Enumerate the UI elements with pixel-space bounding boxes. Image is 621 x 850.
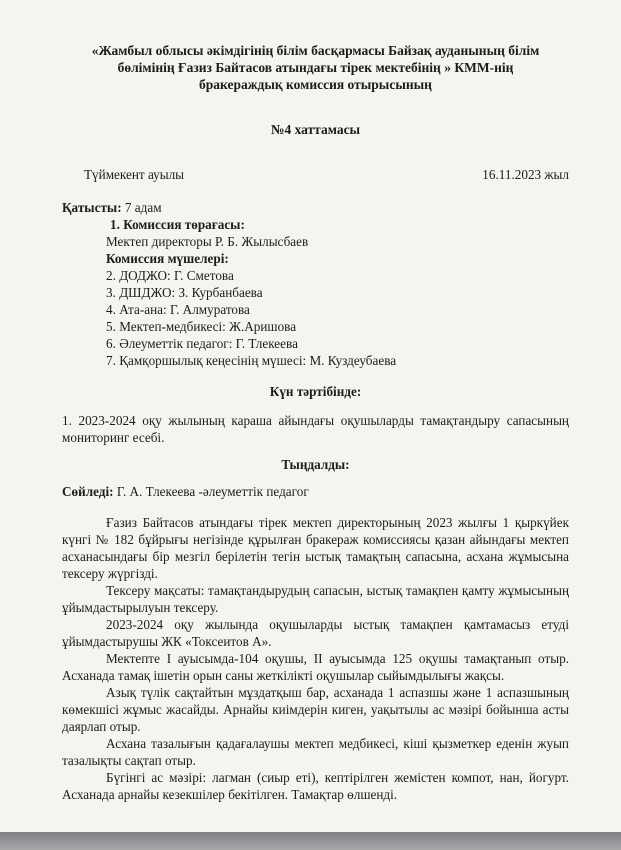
body-paragraph: Азық түлік сақтайтын мұздатқыш бар, асханада 1 аспазшы және 1 аспазшының көмекшісі жұмыс жасайды. Арнайы киімдерін киген, уақытылы ас мәзірі бойынша асты даярлап отыр. bbox=[62, 685, 569, 734]
date: 16.11.2023 жыл bbox=[482, 167, 569, 182]
speaker-label: Сөйледі: bbox=[62, 484, 114, 499]
member-item: 5. Мектеп-медбикесі: Ж.Аришова bbox=[106, 319, 297, 334]
body-paragraph: 2023-2024 оқу жылында оқушыларды ыстық тамақпен қамтамасыз етуді ұйымдастырушы ЖК «Токсеитов А». bbox=[62, 617, 569, 649]
chair-name: Мектеп директоры Р. Б. Жылысбаев bbox=[106, 234, 309, 249]
member-item: 3. ДШДЖО: З. Курбанбаева bbox=[106, 285, 263, 300]
place: Түймекент ауылы bbox=[84, 167, 185, 182]
place-date-row bbox=[62, 166, 569, 183]
body-paragraph: Бүгінгі ас мәзірі: лагман (сиыр еті), кептірілген жемістен компот, нан, йогурт. Асханада арнайы кезекшілер бекітілген. Тамақтар өлшенді. bbox=[62, 770, 569, 802]
heard-title: Тыңдалды: bbox=[281, 457, 350, 472]
protocol-number: №4 хаттамасы bbox=[270, 122, 361, 137]
attendance-label: Қатысты: bbox=[62, 200, 122, 215]
body-paragraph: Мектепте I ауысымда-104 оқушы, II ауысымда 125 оқушы тамақтанып отыр. Асханада тамақ ішетін орын саны жеткілікті оқушылар сыйымдылығы жақсы. bbox=[62, 651, 569, 683]
body-paragraph: Ғазиз Байтасов атындағы тірек мектеп директорының 2023 жылғы 1 қыркүйек күнгі № 182 бұйрығы негізінде құрылған бракераж комиссиясы қазан айындағы мектеп асханасындағы бір мезгіл берілетін тегін ыстық тамақтың сапасына, асхана жұмысына тексеру жүргізді. bbox=[62, 515, 569, 581]
body-paragraph: Асхана тазалығын қадағалаушы мектеп медбикесі, кіші қызметкер еденін жуып тазалықты сақтап отыр. bbox=[62, 736, 569, 768]
member-item: 6. Әлеуметтік педагог: Г. Тлекеева bbox=[106, 336, 298, 351]
attendance-value: 7 адам bbox=[121, 200, 162, 215]
speaker-value: Г. А. Тлекеева -әлеуметтік педагог bbox=[113, 484, 309, 499]
agenda-title: Күн тәртібінде: bbox=[269, 384, 362, 399]
header-line-3: бракераждық комиссия отырысының bbox=[199, 77, 432, 92]
members-heading: Комиссия мүшелері: bbox=[106, 251, 229, 266]
body-paragraph: Тексеру мақсаты: тамақтандырудың сапасын, ыстық тамақпен қамту жұмысының ұйымдастырылуын тексеру. bbox=[62, 583, 569, 615]
member-item: 4. Ата-ана: Г. Алмуратова bbox=[106, 302, 250, 317]
member-item: 7. Қамқоршылық кеңесінің мүшесі: М. Куздеубаева bbox=[106, 353, 397, 368]
page-edge-shadow bbox=[0, 832, 621, 850]
header-line-1: «Жамбыл облысы әкімдігінің білім басқармасы Байзақ ауданының білім bbox=[91, 43, 540, 58]
header-line-2: бөлімінің Ғазиз Байтасов атындағы тірек мектебінің » КММ-нің bbox=[117, 60, 514, 75]
chair-heading: 1. Комиссия төрағасы: bbox=[110, 217, 245, 232]
agenda-item: 1. 2023-2024 оқу жылының караша айындағы оқушыларды тамақтандыру сапасының мониторинг есебі. bbox=[62, 413, 569, 445]
attendance bbox=[62, 199, 569, 216]
member-item: 2. ДОДЖО: Г. Сметова bbox=[106, 268, 234, 283]
speaker bbox=[62, 483, 569, 500]
